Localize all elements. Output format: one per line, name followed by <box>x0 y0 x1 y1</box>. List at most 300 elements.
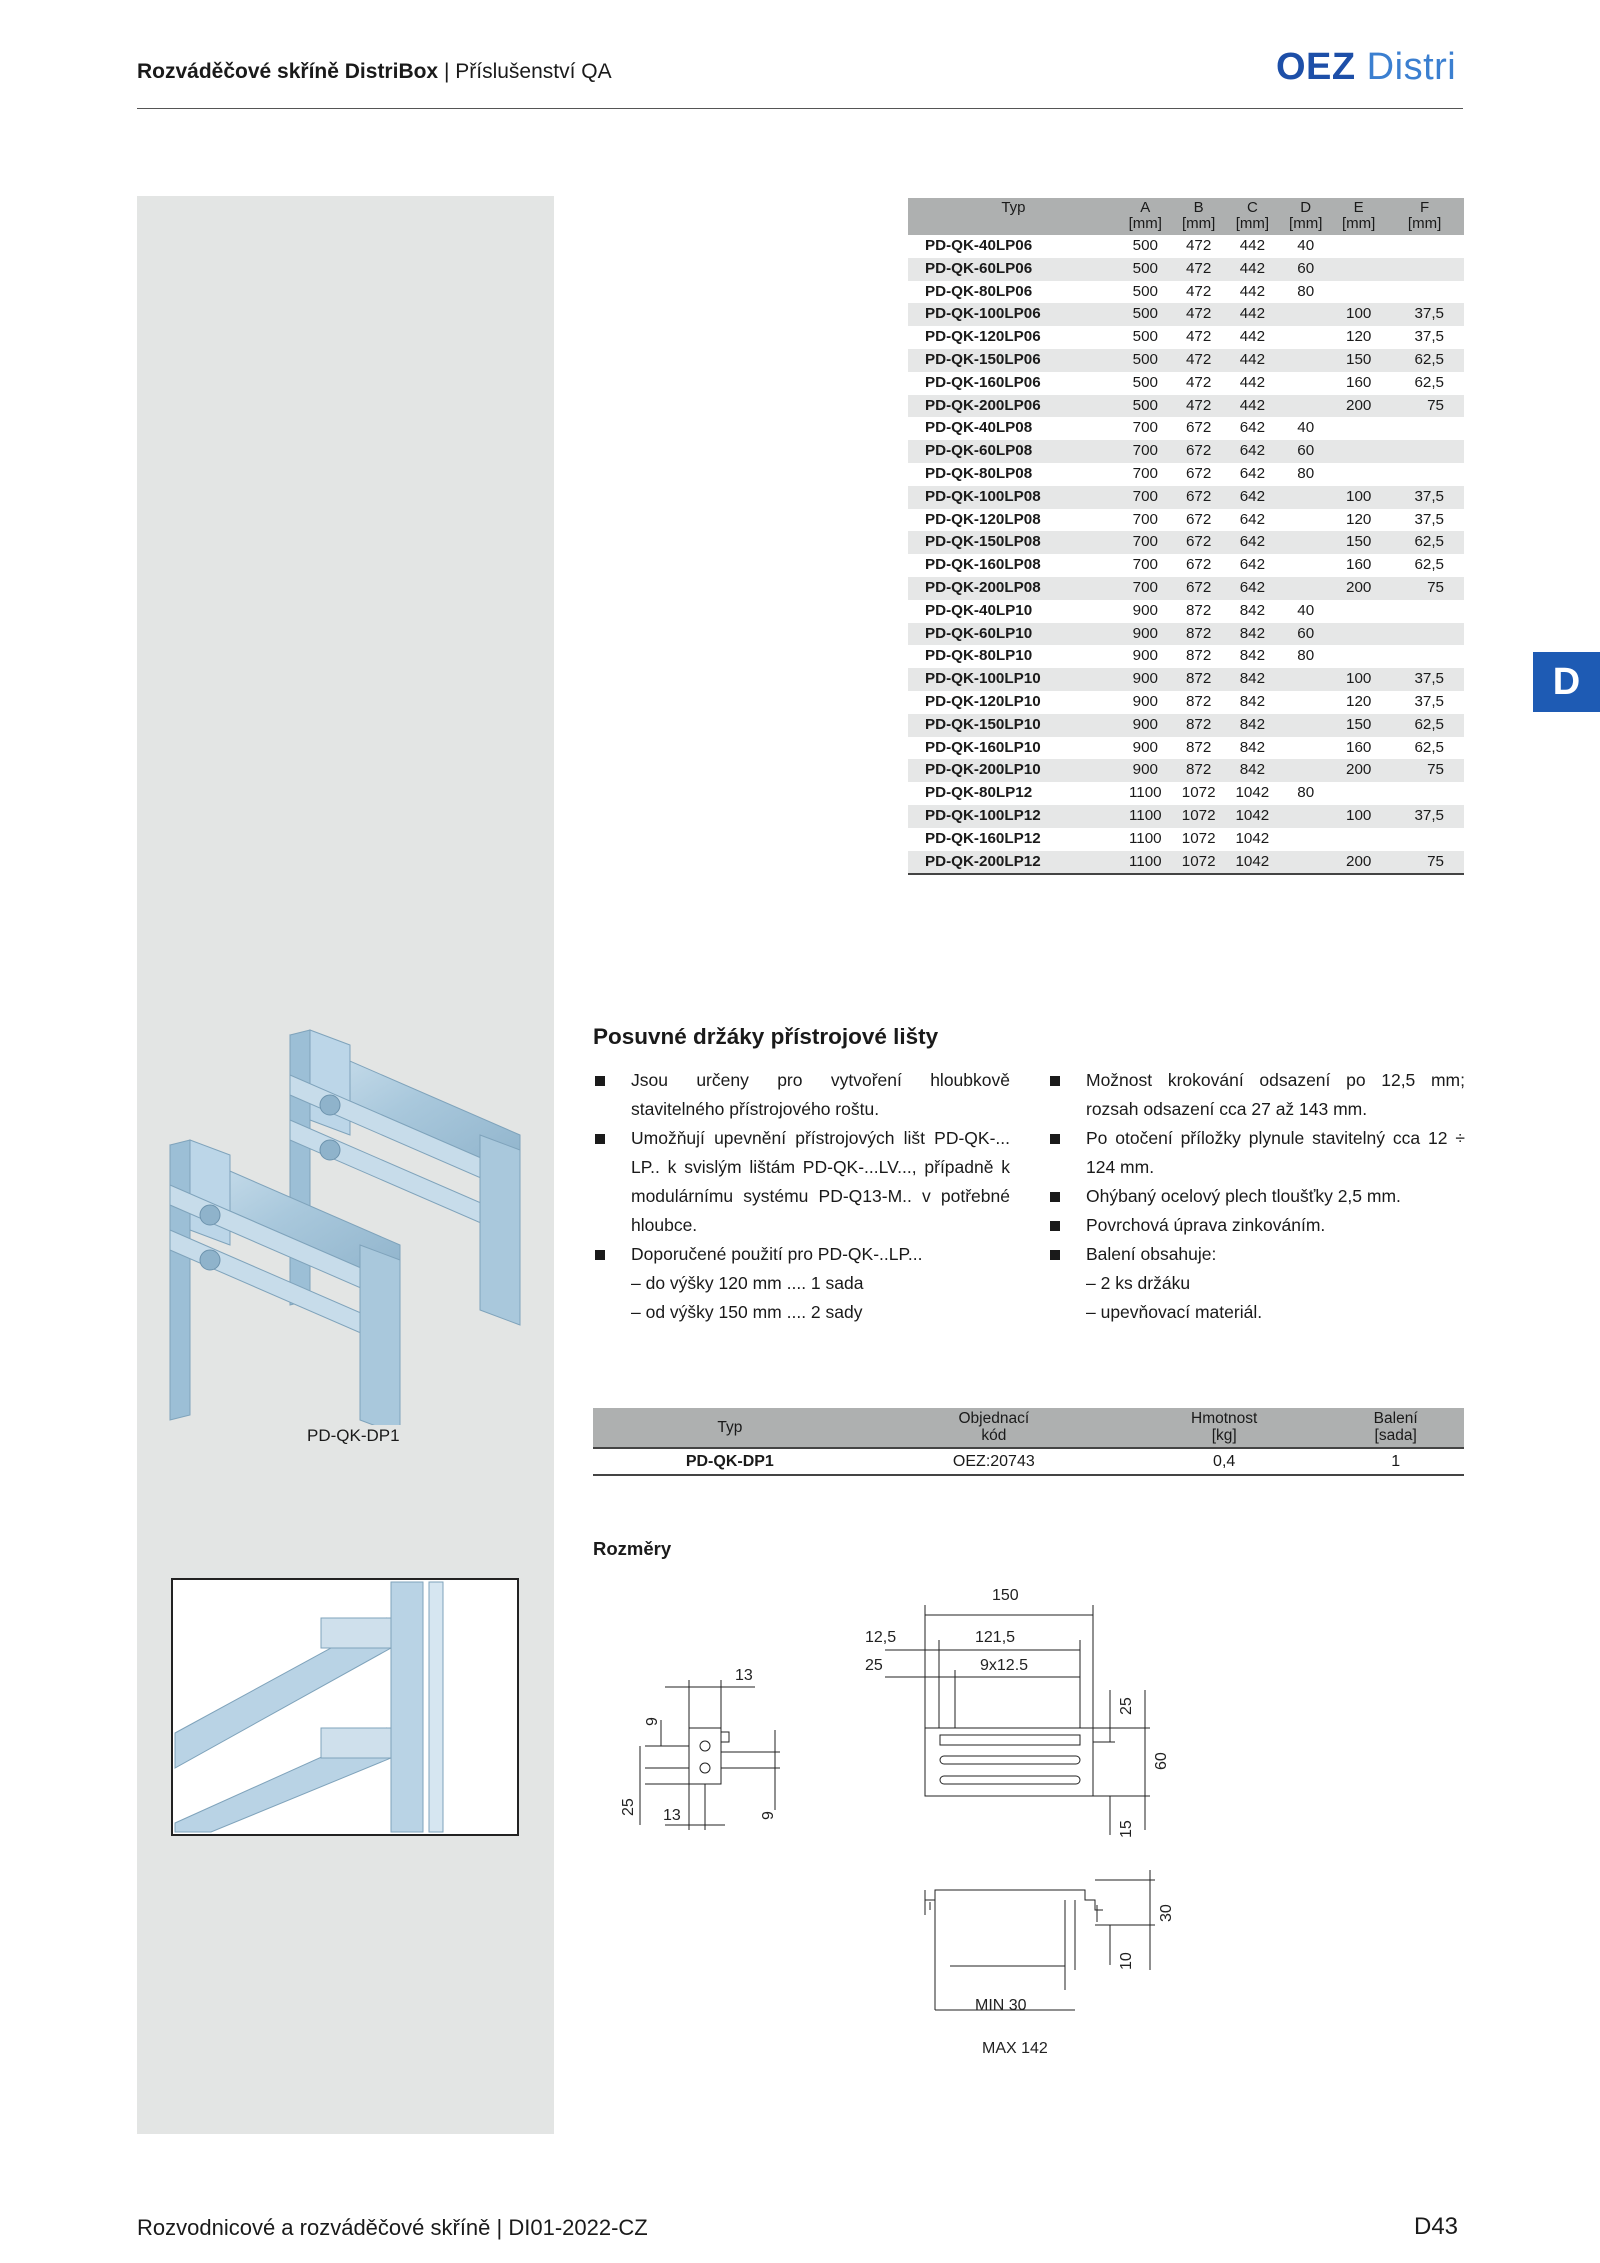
value-cell: 60 <box>1279 623 1332 646</box>
value-cell: 872 <box>1172 668 1226 691</box>
header-label: D <box>1300 199 1312 216</box>
header-unit: [mm] <box>1181 215 1216 232</box>
header-label: A <box>1140 199 1151 216</box>
list-item <box>593 1066 1010 1124</box>
type-cell: PD-QK-120LP06 <box>925 328 1041 346</box>
list-item-text: Doporučené použití pro PD-QK-..LP... <box>631 1244 923 1264</box>
value-cell <box>1385 235 1464 258</box>
value-cell: 40 <box>1297 237 1315 254</box>
value-cell: 700 <box>1119 531 1172 554</box>
list-item <box>593 1124 1010 1240</box>
table-row <box>908 714 1464 737</box>
value-cell: 500 <box>1119 349 1172 372</box>
type-cell: PD-QK-120LP10 <box>925 692 1041 710</box>
value-cell <box>1385 600 1464 623</box>
value-cell: 150 <box>1332 714 1385 737</box>
value-cell: 100 <box>1332 486 1385 509</box>
table-row <box>908 509 1464 532</box>
table-row <box>908 782 1464 805</box>
value-cell: 80 <box>1297 282 1315 300</box>
value-cell <box>1279 805 1332 828</box>
header-divider <box>137 108 1463 109</box>
list-item <box>1048 1211 1465 1240</box>
type-cell: PD-QK-160LP12 <box>925 829 1041 847</box>
value-cell <box>1332 258 1385 281</box>
table-row <box>908 554 1464 577</box>
svg-text:25: 25 <box>1118 1697 1135 1715</box>
value-cell: 472 <box>1172 395 1226 418</box>
value-cell: 900 <box>1119 623 1172 646</box>
value-cell: 900 <box>1132 647 1158 665</box>
header-label: Typ <box>717 1418 743 1436</box>
value-cell: 642 <box>1226 486 1280 509</box>
type-cell: PD-QK-200LP08 <box>908 577 1119 600</box>
value-cell <box>1279 509 1332 532</box>
value-cell: 842 <box>1226 668 1280 691</box>
value-cell: 37,5 <box>1414 328 1444 346</box>
svg-text:12,5: 12,5 <box>865 1629 897 1646</box>
value-cell <box>1385 782 1464 805</box>
value-cell: 700 <box>1119 577 1172 600</box>
value-cell: 442 <box>1226 303 1280 326</box>
value-cell: 842 <box>1239 601 1266 619</box>
type-cell: PD-QK-40LP08 <box>925 419 1033 437</box>
svg-text:13: 13 <box>663 1807 681 1824</box>
table-row <box>908 828 1464 851</box>
value-cell <box>1279 691 1332 714</box>
value-cell: 80 <box>1297 784 1315 802</box>
value-cell <box>1332 828 1385 851</box>
value-cell <box>1332 235 1385 258</box>
value-cell: 1 <box>1327 1448 1464 1475</box>
value-cell: 500 <box>1132 237 1158 254</box>
value-cell <box>1332 623 1385 646</box>
value-cell <box>1279 326 1332 349</box>
table-row <box>908 623 1464 646</box>
value-cell: 1072 <box>1181 829 1216 847</box>
table-row <box>593 1448 1464 1475</box>
value-cell: 642 <box>1239 510 1266 528</box>
value-cell: 40 <box>1297 419 1315 437</box>
value-cell: 1072 <box>1172 805 1226 828</box>
dimension-header-cell <box>1226 198 1280 235</box>
value-cell: 500 <box>1132 328 1158 346</box>
value-cell: 642 <box>1239 464 1266 482</box>
type-cell: PD-QK-100LP06 <box>908 303 1119 326</box>
value-cell <box>1279 737 1332 760</box>
value-cell: 500 <box>1119 395 1172 418</box>
table-row <box>908 303 1464 326</box>
value-cell: 200 <box>1332 577 1385 600</box>
table-row <box>908 258 1464 281</box>
value-cell <box>1279 577 1332 600</box>
value-cell: 150 <box>1332 349 1385 372</box>
list-item-text: Balení obsahuje: <box>1086 1244 1217 1264</box>
value-cell: 60 <box>1279 440 1332 463</box>
value-cell <box>1279 372 1332 395</box>
dimension-header-cell <box>1385 198 1464 235</box>
type-cell: PD-QK-40LP10 <box>925 601 1033 619</box>
table-row <box>908 486 1464 509</box>
value-cell: 900 <box>1132 692 1158 710</box>
table-row <box>908 577 1464 600</box>
type-cell: PD-QK-160LP10 <box>925 738 1041 756</box>
value-cell: 500 <box>1119 303 1172 326</box>
svg-text:MAX 142: MAX 142 <box>982 2040 1048 2057</box>
type-cell: PD-QK-DP1 <box>593 1448 867 1475</box>
value-cell <box>1385 463 1464 486</box>
type-cell: PD-QK-80LP10 <box>925 647 1033 665</box>
dimension-header-cell <box>1172 198 1226 235</box>
value-cell: 442 <box>1226 258 1280 281</box>
value-cell: 37,5 <box>1385 486 1464 509</box>
value-cell: 1042 <box>1235 829 1270 847</box>
value-cell: 80 <box>1297 647 1315 665</box>
table-row <box>908 737 1464 760</box>
list-item <box>1048 1124 1465 1182</box>
value-cell: 100 <box>1332 303 1385 326</box>
value-cell <box>1385 440 1464 463</box>
header-label: Objednací <box>958 1410 1030 1427</box>
order-header-cell <box>593 1408 867 1448</box>
svg-text:121,5: 121,5 <box>975 1629 1016 1646</box>
dimensions-title: Rozměry <box>593 1538 672 1559</box>
header-unit: [mm] <box>1342 215 1376 232</box>
value-cell <box>1279 486 1332 509</box>
value-cell: 700 <box>1132 510 1158 528</box>
value-cell: 900 <box>1132 738 1158 756</box>
value-cell: 160 <box>1346 556 1372 574</box>
value-cell: 120 <box>1346 328 1372 346</box>
value-cell <box>1332 645 1385 668</box>
table-row <box>908 600 1464 623</box>
value-cell: 60 <box>1279 258 1332 281</box>
type-cell: PD-QK-160LP08 <box>925 556 1041 574</box>
value-cell: 1100 <box>1128 784 1162 802</box>
type-cell: PD-QK-150LP08 <box>908 531 1119 554</box>
dimension-header-cell <box>1119 198 1172 235</box>
type-cell: PD-QK-60LP10 <box>908 623 1119 646</box>
svg-text:25: 25 <box>865 1657 883 1674</box>
value-cell: 872 <box>1172 623 1226 646</box>
value-cell <box>1279 554 1332 577</box>
value-cell <box>1279 303 1332 326</box>
type-cell: PD-QK-80LP12 <box>925 784 1033 802</box>
value-cell <box>1279 349 1332 372</box>
value-cell: 472 <box>1185 373 1212 391</box>
list-item <box>1048 1182 1465 1211</box>
header-unit: [mm] <box>1235 215 1270 232</box>
list-subitem: – upevňovací materiál. <box>1086 1302 1263 1322</box>
value-cell: OEZ:20743 <box>867 1448 1121 1475</box>
dimension-table-header <box>908 198 1464 235</box>
value-cell <box>1279 531 1332 554</box>
type-cell: PD-QK-200LP06 <box>908 395 1119 418</box>
type-cell: PD-QK-150LP06 <box>908 349 1119 372</box>
value-cell: 672 <box>1172 486 1226 509</box>
value-cell: 872 <box>1172 714 1226 737</box>
type-cell: PD-QK-100LP12 <box>908 805 1119 828</box>
header-unit: [sada] <box>1374 1427 1417 1444</box>
type-cell: PD-QK-200LP12 <box>908 851 1119 875</box>
value-cell: 472 <box>1172 258 1226 281</box>
value-cell: 672 <box>1185 464 1212 482</box>
value-cell: 672 <box>1172 531 1226 554</box>
value-cell: 62,5 <box>1385 349 1464 372</box>
value-cell: 500 <box>1132 373 1158 391</box>
header-label: F <box>1420 199 1430 216</box>
header-label: C <box>1246 199 1258 216</box>
value-cell: 62,5 <box>1385 714 1464 737</box>
table-row <box>908 851 1464 875</box>
section-tab[interactable]: D <box>1533 652 1600 712</box>
svg-text:MIN 30: MIN 30 <box>975 1997 1027 2014</box>
value-cell: 700 <box>1119 486 1172 509</box>
value-cell: 872 <box>1172 759 1226 782</box>
value-cell: 672 <box>1172 577 1226 600</box>
list-subitem: – od výšky 150 mm .... 2 sady <box>631 1302 863 1322</box>
header-unit: [mm] <box>1289 215 1323 232</box>
order-table-header <box>593 1408 1464 1448</box>
value-cell: 700 <box>1132 464 1158 482</box>
type-cell: PD-QK-100LP10 <box>908 668 1119 691</box>
header-unit: [mm] <box>1407 215 1442 232</box>
header-label: E <box>1353 199 1364 216</box>
value-cell: 642 <box>1226 531 1280 554</box>
image-caption: PD-QK-DP1 <box>307 1426 400 1445</box>
value-cell: 200 <box>1332 395 1385 418</box>
list-item-text: Povrchová úprava zinkováním. <box>1086 1215 1326 1235</box>
order-header-cell <box>1121 1408 1327 1448</box>
table-row <box>908 417 1464 440</box>
value-cell: 1100 <box>1119 805 1172 828</box>
value-cell: 62,5 <box>1414 556 1444 574</box>
svg-text:13: 13 <box>735 1667 753 1684</box>
product-title: Posuvné držáky přístrojové lišty <box>593 1024 939 1049</box>
value-cell: 100 <box>1332 668 1385 691</box>
list-subitem: – do výšky 120 mm .... 1 sada <box>631 1273 864 1293</box>
type-cell: PD-QK-200LP10 <box>908 759 1119 782</box>
table-row <box>908 691 1464 714</box>
header-label: B <box>1193 199 1204 216</box>
value-cell: 37,5 <box>1414 692 1444 710</box>
value-cell: 442 <box>1239 373 1266 391</box>
list-subitem: – 2 ks držáku <box>1086 1273 1191 1293</box>
table-row <box>908 805 1464 828</box>
value-cell <box>1332 600 1385 623</box>
value-cell <box>1385 623 1464 646</box>
list-item <box>1048 1066 1465 1124</box>
value-cell <box>1279 828 1332 851</box>
value-cell: 500 <box>1132 282 1158 300</box>
type-cell: PD-QK-120LP08 <box>925 510 1041 528</box>
value-cell <box>1385 258 1464 281</box>
value-cell: 700 <box>1132 556 1158 574</box>
value-cell: 62,5 <box>1385 531 1464 554</box>
value-cell: 900 <box>1132 601 1158 619</box>
list-item-text: Možnost krokování odsazení po 12,5 mm; rozsah odsazení cca 27 až 143 mm. <box>1086 1070 1465 1119</box>
dimension-header-cell <box>908 198 1119 235</box>
value-cell: 1072 <box>1172 851 1226 875</box>
type-cell: PD-QK-160LP06 <box>925 373 1041 391</box>
mounting-image <box>171 1578 519 1836</box>
value-cell <box>1385 281 1464 304</box>
svg-text:60: 60 <box>1153 1752 1170 1770</box>
value-cell: 872 <box>1185 647 1212 665</box>
svg-text:150: 150 <box>992 1587 1019 1604</box>
value-cell: 442 <box>1226 395 1280 418</box>
value-cell: 842 <box>1226 759 1280 782</box>
value-cell: 842 <box>1239 738 1266 756</box>
value-cell <box>1279 668 1332 691</box>
value-cell: 75 <box>1385 395 1464 418</box>
table-row <box>908 326 1464 349</box>
value-cell <box>1385 417 1464 440</box>
value-cell <box>1279 714 1332 737</box>
svg-text:15: 15 <box>1118 1820 1135 1838</box>
dimension-drawing <box>595 1570 1235 2100</box>
table-row <box>908 531 1464 554</box>
value-cell: 842 <box>1226 623 1280 646</box>
value-cell: 1042 <box>1235 784 1270 802</box>
value-cell: 700 <box>1132 419 1158 437</box>
page-number: D43 <box>1414 2213 1459 2240</box>
value-cell: 1100 <box>1128 829 1162 847</box>
value-cell: 700 <box>1119 440 1172 463</box>
header-title: Rozváděčové skříně DistriBox | Příslušenství QA <box>137 60 612 83</box>
value-cell: 872 <box>1185 601 1212 619</box>
table-row <box>908 281 1464 304</box>
value-cell: 900 <box>1119 714 1172 737</box>
value-cell: 672 <box>1185 510 1212 528</box>
value-cell <box>1332 281 1385 304</box>
svg-text:30: 30 <box>1158 1904 1175 1922</box>
header-label: Hmotnost <box>1191 1410 1258 1427</box>
value-cell: 1042 <box>1226 851 1280 875</box>
value-cell: 672 <box>1185 556 1212 574</box>
value-cell: 75 <box>1385 759 1464 782</box>
table-row <box>908 645 1464 668</box>
value-cell: 80 <box>1297 464 1315 482</box>
value-cell: 37,5 <box>1385 668 1464 691</box>
value-cell: 472 <box>1172 349 1226 372</box>
list-item <box>593 1240 1010 1327</box>
table-row <box>908 440 1464 463</box>
value-cell <box>1332 782 1385 805</box>
table-row <box>908 759 1464 782</box>
svg-text:9: 9 <box>644 1717 661 1726</box>
value-cell: 160 <box>1346 738 1372 756</box>
value-cell: 842 <box>1239 692 1266 710</box>
value-cell: 150 <box>1332 531 1385 554</box>
value-cell <box>1332 463 1385 486</box>
svg-text:25: 25 <box>620 1798 637 1816</box>
feature-list-left <box>593 1066 1010 1327</box>
type-cell: PD-QK-80LP08 <box>925 464 1033 482</box>
table-row <box>908 463 1464 486</box>
value-cell <box>1279 395 1332 418</box>
table-row <box>908 235 1464 258</box>
value-cell: 642 <box>1226 440 1280 463</box>
value-cell: 120 <box>1346 510 1372 528</box>
list-item-text: Po otočení příložky plynule stavitelný cca 12 ÷ 124 mm. <box>1086 1128 1465 1177</box>
list-item-text: Jsou určeny pro vytvoření hloubkově stavitelného přístrojového roštu. <box>631 1070 1010 1119</box>
value-cell <box>1279 759 1332 782</box>
value-cell: 642 <box>1226 577 1280 600</box>
type-cell: PD-QK-80LP06 <box>925 282 1033 300</box>
header-unit: [mm] <box>1128 215 1162 232</box>
header-label: Balení <box>1373 1410 1418 1427</box>
value-cell: 100 <box>1332 805 1385 828</box>
header-unit: kód <box>981 1427 1007 1444</box>
value-cell: 472 <box>1172 303 1226 326</box>
value-cell: 37,5 <box>1385 805 1464 828</box>
type-cell: PD-QK-100LP08 <box>908 486 1119 509</box>
value-cell: 442 <box>1239 237 1266 254</box>
value-cell <box>1279 851 1332 875</box>
order-header-cell <box>1327 1408 1464 1448</box>
type-cell: PD-QK-40LP06 <box>925 237 1033 254</box>
header-unit: [kg] <box>1211 1427 1237 1444</box>
header-label: Typ <box>1001 199 1026 216</box>
type-cell: PD-QK-60LP08 <box>908 440 1119 463</box>
value-cell: 642 <box>1239 556 1266 574</box>
value-cell: 37,5 <box>1414 510 1444 528</box>
value-cell: 472 <box>1185 237 1212 254</box>
value-cell: 200 <box>1332 759 1385 782</box>
type-cell: PD-QK-60LP06 <box>908 258 1119 281</box>
value-cell <box>1332 417 1385 440</box>
value-cell: 442 <box>1239 282 1266 300</box>
table-row <box>908 395 1464 418</box>
value-cell <box>1385 828 1464 851</box>
value-cell: 75 <box>1385 851 1464 875</box>
value-cell: 672 <box>1172 440 1226 463</box>
value-cell: 500 <box>1119 258 1172 281</box>
list-item-text: Umožňují upevnění přístrojových lišt PD-QK-... LP.. k svislým lištám PD-QK-...LV..., případně k modulárnímu systému PD-Q13-M.. v potřebné hloubce. <box>631 1128 1010 1235</box>
brand-logo: OEZ Distri <box>1276 46 1457 88</box>
value-cell: 842 <box>1239 647 1266 665</box>
value-cell: 472 <box>1185 282 1212 300</box>
value-cell: 0,4 <box>1121 1448 1327 1475</box>
value-cell <box>1385 645 1464 668</box>
value-cell: 900 <box>1119 759 1172 782</box>
value-cell: 1042 <box>1226 805 1280 828</box>
value-cell: 37,5 <box>1385 303 1464 326</box>
svg-text:10: 10 <box>1118 1952 1135 1970</box>
value-cell: 442 <box>1239 328 1266 346</box>
value-cell: 75 <box>1385 577 1464 600</box>
value-cell: 120 <box>1346 692 1372 710</box>
dimension-table <box>908 198 1464 875</box>
value-cell: 642 <box>1239 419 1266 437</box>
value-cell: 672 <box>1185 419 1212 437</box>
value-cell: 472 <box>1185 328 1212 346</box>
list-item-text: Ohýbaný ocelový plech tloušťky 2,5 mm. <box>1086 1186 1401 1206</box>
table-row <box>908 668 1464 691</box>
value-cell: 160 <box>1346 373 1372 391</box>
order-header-cell <box>867 1408 1121 1448</box>
type-cell: PD-QK-150LP10 <box>908 714 1119 737</box>
svg-text:9x12.5: 9x12.5 <box>980 1657 1029 1674</box>
footer-text: Rozvodnicové a rozváděčové skříně | DI01-2022-CZ <box>137 2215 648 2240</box>
product-image <box>150 1025 530 1425</box>
value-cell: 1100 <box>1119 851 1172 875</box>
dimension-header-cell <box>1279 198 1332 235</box>
svg-text:9: 9 <box>760 1811 777 1820</box>
value-cell: 62,5 <box>1414 738 1444 756</box>
value-cell: 872 <box>1185 738 1212 756</box>
